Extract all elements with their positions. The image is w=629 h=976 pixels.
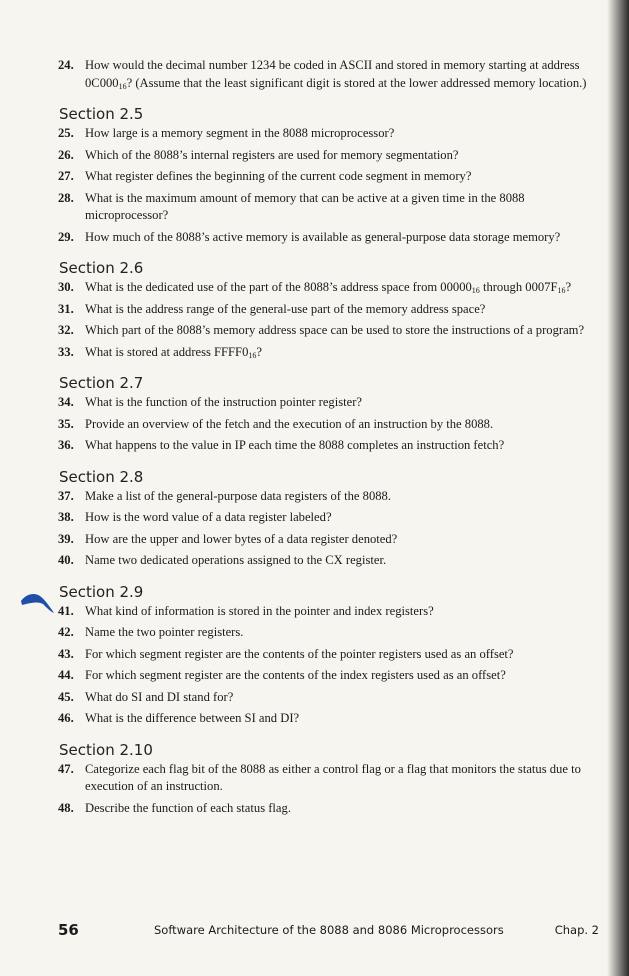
question-33: [58, 344, 603, 362]
question-47: [58, 761, 603, 796]
question-42: [58, 624, 603, 642]
question-48: [58, 800, 603, 818]
question-38: [58, 509, 603, 527]
section-heading-2-5: Section 2.5: [59, 105, 144, 123]
question-29: [58, 229, 603, 247]
question-text: How are the upper and lower bytes of a data register denoted?: [85, 531, 398, 546]
question-text: What is the address range of the general-use part of the memory address space?: [85, 301, 486, 316]
question-31: [58, 301, 603, 319]
question-number: 24.: [58, 58, 74, 72]
question-text: Which of the 8088’s internal registers are used for memory segmentation?: [85, 147, 459, 162]
question-44: [58, 667, 603, 685]
question-number: 48.: [58, 800, 74, 815]
question-text: Which part of the 8088’s memory address space can be used to store the instructions of a program?: [85, 323, 585, 337]
page-number: 56: [58, 921, 79, 939]
question-number: 28.: [58, 190, 74, 205]
question-text: What happens to the value in IP each time the 8088 completes an instruction fetch?: [85, 438, 505, 452]
question-number: 39.: [58, 531, 74, 546]
question-number: 37.: [58, 488, 74, 503]
chapter-label: Chap. 2: [554, 923, 599, 937]
question-number: 43.: [58, 646, 74, 661]
question-number: 36.: [58, 438, 74, 452]
question-number: 41.: [58, 603, 74, 618]
section-heading-2-7: Section 2.7: [59, 374, 144, 392]
question-list: [58, 57, 603, 821]
subscript: 16: [248, 350, 257, 360]
question-text: What is stored at address FFFF0: [85, 344, 249, 359]
question-41: [58, 603, 603, 621]
question-text: For which segment register are the contents of the index registers used as an offset?: [85, 668, 506, 682]
question-text: Categorize each flag bit of the 8088 as either a control flag or a flag that monitors the status due to execution of an instruction.: [85, 761, 581, 793]
section-heading-2-9: Section 2.9: [59, 582, 144, 601]
section-heading-2-8: Section 2.8: [59, 467, 144, 486]
question-text-mid: through 0007F: [479, 280, 558, 294]
question-25: [58, 125, 603, 143]
section-heading-2-6: Section 2.6: [59, 259, 144, 277]
question-number: 47.: [58, 761, 74, 776]
question-text-cont: ? (Assume that the least significant digit is stored at the lower addressed memory location.): [126, 75, 587, 90]
question-46: [58, 710, 603, 728]
running-title: Software Architecture of the 8088 and 8086 Microprocessors: [154, 923, 504, 937]
question-40: [58, 552, 603, 570]
question-number: 35.: [58, 416, 74, 431]
question-35: [58, 416, 603, 434]
question-number: 32.: [58, 323, 74, 337]
subscript: 16: [471, 286, 480, 295]
question-number: 33.: [58, 344, 74, 359]
question-number: 46.: [58, 711, 74, 725]
question-text: What kind of information is stored in the pointer and index registers?: [85, 603, 434, 618]
question-number: 42.: [58, 625, 74, 639]
question-45: [58, 689, 603, 707]
question-text: Describe the function of each status flag.: [85, 800, 291, 815]
question-text: What is the function of the instruction pointer register?: [85, 395, 362, 409]
question-text-cont: ?: [565, 280, 572, 294]
question-number: 34.: [58, 395, 74, 409]
question-text: Name two dedicated operations assigned to the CX register.: [85, 553, 387, 567]
question-text: For which segment register are the contents of the pointer registers used as an offset?: [85, 646, 514, 661]
question-number: 38.: [58, 510, 74, 524]
question-43: [58, 646, 603, 664]
question-number: 29.: [58, 229, 74, 244]
question-text: How would the decimal number 1234 be coded in ASCII and stored in memory starting at address 0C000: [85, 58, 580, 90]
question-26: [58, 147, 603, 165]
question-36: [58, 437, 603, 455]
question-number: 31.: [58, 301, 74, 316]
question-text: What is the dedicated use of the part of the 8088’s address space from 00000: [85, 280, 472, 294]
question-text: What do SI and DI stand for?: [85, 689, 234, 704]
question-24: [58, 57, 603, 92]
subscript: 16: [118, 81, 127, 91]
question-text: How large is a memory segment in the 8088 microprocessor?: [85, 126, 395, 140]
question-text: Make a list of the general-purpose data registers of the 8088.: [85, 488, 391, 503]
question-37: [58, 488, 603, 506]
question-text: Provide an overview of the fetch and the execution of an instruction by the 8088.: [85, 416, 494, 431]
question-text: How is the word value of a data register labeled?: [85, 510, 332, 524]
question-28: [58, 190, 603, 225]
question-text: What is the maximum amount of memory that can be active at a given time in the 8088 microprocessor?: [85, 190, 525, 222]
blue-pen-mark-icon: [18, 588, 60, 618]
question-text: What is the difference between SI and DI?: [85, 711, 300, 725]
question-27: [58, 168, 603, 186]
question-32: [58, 322, 603, 340]
question-39: [58, 531, 603, 549]
page-edge-shadow: [607, 0, 629, 976]
question-30: [58, 279, 603, 297]
question-34: [58, 394, 603, 412]
question-number: 30.: [58, 280, 74, 294]
question-number: 26.: [58, 147, 74, 162]
question-text: What register defines the beginning of the current code segment in memory?: [85, 169, 472, 183]
question-text-cont: ?: [256, 344, 262, 359]
question-number: 40.: [58, 553, 74, 567]
question-number: 27.: [58, 169, 74, 183]
subscript: 16: [557, 286, 566, 295]
question-text: Name the two pointer registers.: [85, 625, 244, 639]
section-heading-2-10: Section 2.10: [59, 740, 153, 759]
question-number: 44.: [58, 668, 74, 682]
page-footer: [58, 921, 603, 941]
question-number: 25.: [58, 126, 74, 140]
question-text: How much of the 8088’s active memory is available as general-purpose data storage memory?: [85, 229, 561, 244]
question-number: 45.: [58, 689, 74, 704]
